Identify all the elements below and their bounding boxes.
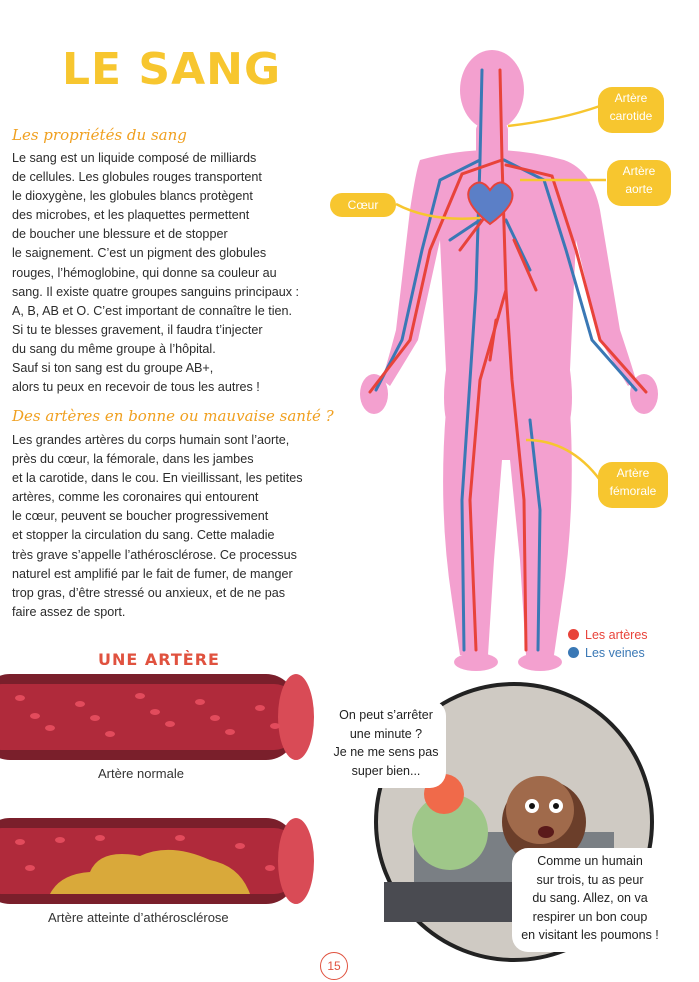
text-line: Sauf si ton sang est du groupe AB+, xyxy=(12,361,214,376)
artery-section-title: UNE ARTÈRE xyxy=(98,650,220,669)
text-line: et stopper la circulation du sang. Cette maladie xyxy=(12,528,275,543)
text-line: naturel est amplifié par le fait de fumer, de manger xyxy=(12,566,293,581)
text-line: rouges, l’hémoglobine, qui donne sa couleur au xyxy=(12,265,277,280)
page-title: LE SANG xyxy=(62,44,282,95)
speech-bubble-2 xyxy=(512,848,668,952)
text-line: trop gras, d’être stressé ou anxieux, et de ne pas xyxy=(12,585,286,600)
sick-artery-illustration xyxy=(0,812,318,908)
artery-dot-icon xyxy=(568,629,579,640)
text-line: le dioxygène, les globules blancs protègent xyxy=(12,189,253,204)
text-line: des microbes, et les plaquettes permettent xyxy=(12,208,250,223)
page-number: 15 xyxy=(320,952,348,980)
text-line: Les grandes artères du corps humain sont l’aorte, xyxy=(12,433,290,447)
sick-artery-caption: Artère atteinte d’athérosclérose xyxy=(48,910,229,925)
label-aorta xyxy=(607,160,671,206)
text-line: sang. Il existe quatre groupes sanguins principaux : xyxy=(12,284,300,299)
bubble-line: sur trois, tu as peur xyxy=(536,872,644,887)
text-line: du sang du même groupe à l’hôpital. xyxy=(12,341,216,356)
label-text: Artère xyxy=(614,91,648,105)
legend xyxy=(568,626,648,662)
text-line: Si tu te blesses gravement, il faudra t’injecter xyxy=(12,322,263,337)
text-line: Le sang est un liquide composé de milliards xyxy=(12,151,257,165)
speech-bubble-1 xyxy=(326,700,446,788)
text-line: alors tu peux en recevoir de tous les autres ! xyxy=(12,380,260,395)
label-text: carotide xyxy=(609,109,653,123)
paragraph-arteries xyxy=(12,431,303,622)
body-silhouette xyxy=(360,50,658,671)
label-text: fémorale xyxy=(609,484,657,498)
bubble-line: super bien... xyxy=(351,763,421,778)
bubble-line: en visitant les poumons ! xyxy=(521,928,659,942)
text-line: le saignement. C’est un pigment des globules xyxy=(12,246,267,261)
label-femoral-artery xyxy=(598,462,668,508)
legend-label: Les artères xyxy=(585,628,648,642)
text-line: très grave s’appelle l’athérosclérose. Ce processus xyxy=(12,547,297,562)
legend-label: Les veines xyxy=(585,646,645,660)
text-line: et la carotide, dans le cou. En vieillissant, les petites xyxy=(12,471,303,486)
text-line: le cœur, peuvent se boucher progressivement xyxy=(12,509,269,524)
vein-dot-icon xyxy=(568,647,579,658)
label-text: Artère xyxy=(616,466,650,480)
text-line: près du cœur, la fémorale, dans les jambes xyxy=(12,452,254,467)
normal-artery-caption: Artère normale xyxy=(98,766,184,781)
bubble-line: On peut s’arrêter xyxy=(339,708,433,722)
body-illustration xyxy=(330,40,699,680)
paragraph-properties xyxy=(12,149,299,397)
text-line: de boucher une blessure et de stopper xyxy=(12,227,228,242)
legend-veins xyxy=(568,644,648,662)
normal-artery-illustration xyxy=(0,668,318,764)
section-heading-arteries: Des artères en bonne ou mauvaise santé ? xyxy=(12,407,334,425)
label-heart: Cœur xyxy=(330,193,396,217)
text-line: artères, comme les coronaires qui entourent xyxy=(12,490,259,505)
label-text: Artère xyxy=(622,164,656,178)
section-heading-properties: Les propriétés du sang xyxy=(12,126,187,144)
label-carotid-artery xyxy=(598,87,664,133)
text-line: de cellules. Les globules rouges transportent xyxy=(12,170,262,185)
bubble-line: une minute ? xyxy=(349,726,423,741)
bubble-line: Je ne me sens pas xyxy=(333,745,439,759)
text-line: faire assez de sport. xyxy=(12,604,126,619)
bubble-line: Comme un humain xyxy=(537,854,643,868)
legend-arteries xyxy=(568,626,648,644)
label-text: aorte xyxy=(625,182,653,196)
text-line: A, B, AB et O. C’est important de connaître le tien. xyxy=(12,303,293,318)
bubble-line: du sang. Allez, on va xyxy=(532,891,648,905)
bubble-line: respirer un bon coup xyxy=(532,909,648,924)
